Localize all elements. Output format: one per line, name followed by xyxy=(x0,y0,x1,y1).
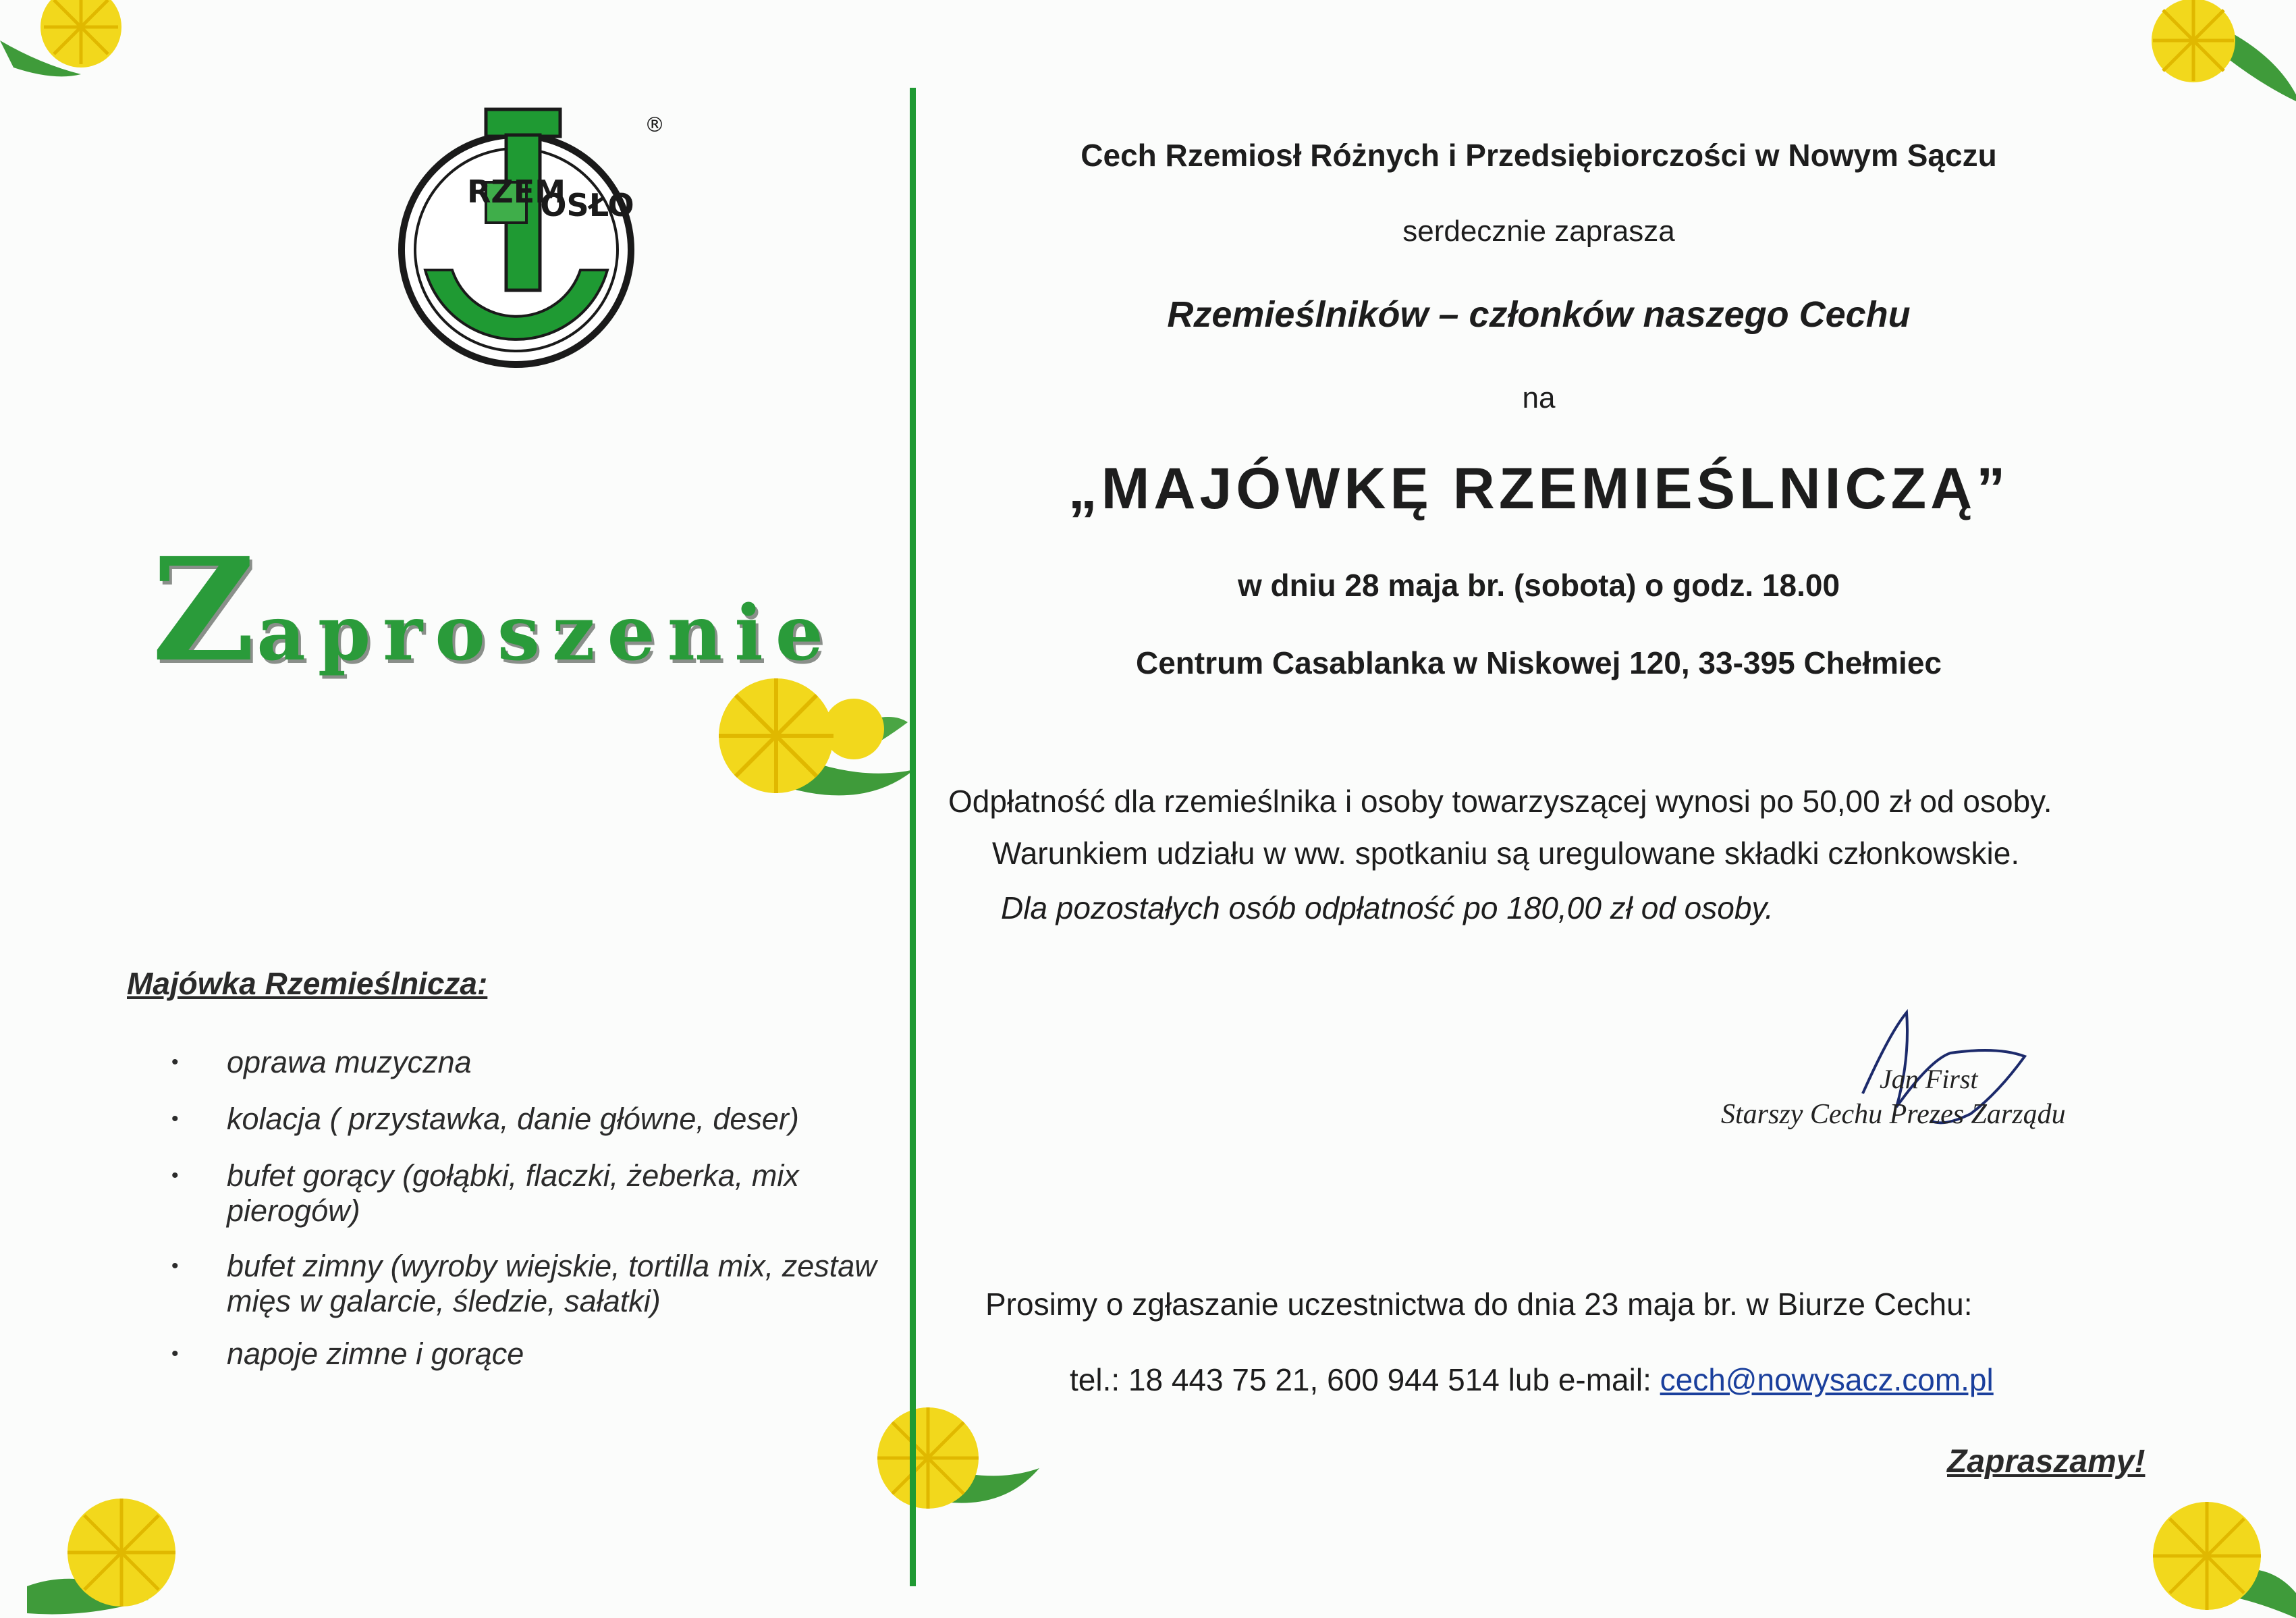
dandelion-top-right-icon xyxy=(2119,0,2296,101)
signature-name: Jan First xyxy=(1880,1064,1978,1094)
svg-text:RZEM: RZEM xyxy=(467,173,566,210)
vertical-divider xyxy=(910,88,916,1586)
dandelion-bottom-left-icon xyxy=(27,1485,182,1618)
signature-role: Starszy Cechu Prezes Zarządu xyxy=(1721,1099,2066,1130)
dandelion-bottom-middle-icon xyxy=(871,1391,1046,1526)
fee-line-3: Dla pozostałych osób odpłatność po 180,00 zł od osoby. xyxy=(1001,890,1774,925)
organization-name: Cech Rzemiosł Różnych i Przedsiębiorczości w Nowym Sączu xyxy=(1081,138,1997,173)
closing-text: Zapraszamy! xyxy=(1947,1444,2145,1480)
invites-text: serdecznie zaprasza xyxy=(1402,215,1675,248)
features-heading: Majówka Rzemieślnicza: xyxy=(127,966,488,1001)
registration-text: Prosimy o zgłaszanie uczestnictwa do dnia 23 maja br. w Biurze Cechu: xyxy=(985,1287,1973,1322)
svg-text:OSŁO: OSŁO xyxy=(540,187,634,223)
fee-line-2: Warunkiem udziału w ww. spotkaniu są uregulowane składki członkowskie. xyxy=(992,836,2020,871)
title-first-letter: Z xyxy=(152,527,257,693)
list-item: • kolacja ( przystawka, danie główne, deser) xyxy=(171,1102,799,1136)
audience-text: Rzemieślników – członków naszego Cechu xyxy=(1167,294,1911,335)
event-venue: Centrum Casablanka w Niskowej 120, 33-395 Chełmiec xyxy=(1136,645,1942,680)
list-item: • oprawa muzyczna xyxy=(171,1045,472,1079)
title-rest: aproszenie xyxy=(256,589,836,678)
contact-line xyxy=(1070,1361,1994,1398)
registered-mark: ® xyxy=(645,113,665,137)
invitation-title xyxy=(152,527,836,693)
list-item: • bufet zimny (wyroby wiejskie, tortilla mix, zestaw mięs w galarcie, śledzie, sałatki) xyxy=(171,1249,877,1318)
fee-line-1: Odpłatność dla rzemieślnika i osoby towarzyszącej wynosi po 50,00 zł od osoby. xyxy=(948,784,2052,819)
rzemioslo-logo xyxy=(385,101,665,371)
dandelion-bottom-right-icon xyxy=(2139,1492,2296,1618)
event-date: w dniu 28 maja br. (sobota) o godz. 18.00 xyxy=(1237,568,1840,603)
list-item: • napoje zimne i gorące xyxy=(171,1337,524,1371)
email-link[interactable]: cech@nowysacz.com.pl xyxy=(1660,1362,1994,1397)
preposition-text: na xyxy=(1522,381,1556,414)
list-item: • bufet gorący (gołąbki, flaczki, żeberka, mix pierogów) xyxy=(171,1158,799,1228)
dandelion-top-left-icon xyxy=(0,0,135,88)
contact-phones: tel.: 18 443 75 21, 600 944 514 lub e-mail: xyxy=(1070,1362,1660,1397)
event-name: „MAJÓWKĘ RZEMIEŚLNICZĄ” xyxy=(1068,456,2010,521)
